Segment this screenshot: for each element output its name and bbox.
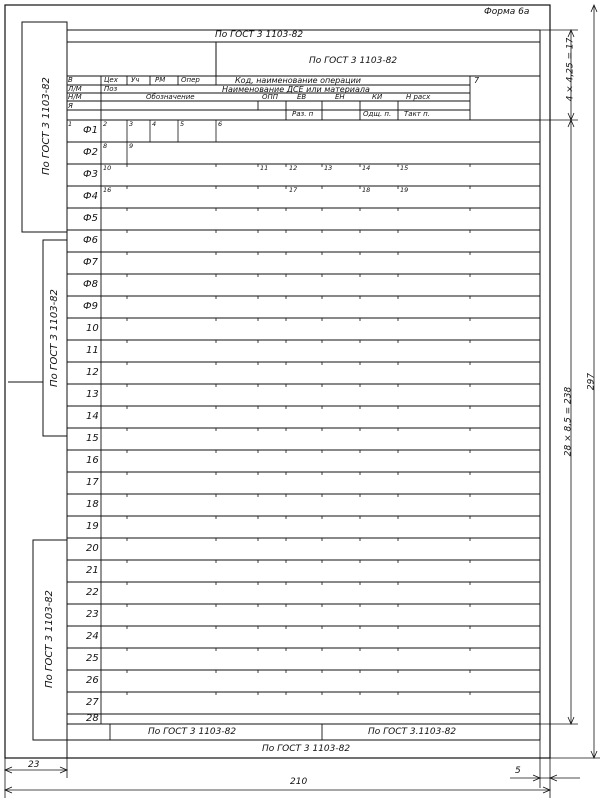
header-cell: ЕН — [335, 93, 345, 101]
row-label: 23 — [86, 609, 99, 620]
header-cell: Н расх — [406, 93, 431, 101]
cell-number: 17 — [289, 186, 298, 194]
row-label: 18 — [86, 499, 99, 510]
cell-number: 11 — [260, 164, 269, 172]
row-label: 17 — [86, 477, 99, 488]
cell-number: 6 — [218, 120, 223, 128]
header-cell: РМ — [155, 76, 166, 84]
header-cell: Цех — [104, 76, 118, 84]
row-label: 10 — [86, 323, 99, 334]
header-cell: Обозначение — [146, 93, 195, 101]
row-label: 26 — [86, 675, 99, 686]
cell-number: 4 — [152, 120, 157, 128]
header-title: Код, наименование операции — [235, 76, 361, 85]
cell-number: 16 — [103, 186, 112, 194]
code-lm: Л/М — [68, 85, 82, 93]
row-label: 21 — [86, 565, 99, 576]
cell-number: 1 — [68, 120, 73, 128]
code-nm: Н/М — [68, 93, 82, 101]
header-cell: Одщ. п. — [363, 110, 392, 118]
cell-number: 18 — [362, 186, 371, 194]
gost-stamp-middle: По ГОСТ 3 1103-82 — [49, 289, 60, 387]
row-label: 11 — [86, 345, 99, 356]
row-label: 14 — [86, 411, 99, 422]
code-ya: Я — [68, 102, 73, 110]
cell-number: 5 — [180, 120, 185, 128]
header-extra: 7 — [474, 76, 480, 85]
row-label: 28 — [86, 713, 99, 724]
cell-number: 10 — [103, 164, 112, 172]
dim-top: 4 × 4,25 = 17 — [565, 37, 576, 102]
tick-marks — [127, 164, 470, 714]
gost-footer-bottom: По ГОСТ 3 1103-82 — [262, 744, 351, 754]
dim-left: 23 — [28, 760, 40, 770]
gost-title-block: По ГОСТ 3 1103-82 — [309, 56, 398, 66]
header-cell: Поз — [104, 85, 118, 93]
cell-number: 12 — [289, 164, 298, 172]
gost-footer-right: По ГОСТ 3.1103-82 — [368, 727, 457, 737]
header-cell: Раз. п — [292, 110, 314, 118]
row-label: 16 — [86, 455, 99, 466]
header-cell: Уч — [131, 76, 140, 84]
row-label: 12 — [86, 367, 99, 378]
cell-number: 15 — [400, 164, 409, 172]
cell-number: 19 — [400, 186, 409, 194]
form-label: Форма 6а — [484, 7, 530, 17]
row-label: Ф3 — [83, 169, 98, 180]
row-label: Ф4 — [83, 191, 98, 202]
cell-number: 8 — [103, 142, 108, 150]
cell-number: 9 — [129, 142, 134, 150]
dim-right: 5 — [515, 766, 521, 776]
row-label: Ф2 — [83, 147, 98, 158]
row-lines — [67, 142, 540, 724]
cell-number: 3 — [129, 120, 134, 128]
gost-top: По ГОСТ 3 1103-82 — [215, 30, 304, 40]
row-label: Ф6 — [83, 235, 98, 246]
header-title: Наименование ДСЕ или материала — [222, 85, 370, 94]
row-label: 27 — [86, 697, 99, 708]
header-cell: КИ — [372, 93, 383, 101]
row-label: 19 — [86, 521, 99, 532]
gost-footer-left: По ГОСТ 3 1103-82 — [148, 727, 237, 737]
row-label: Ф7 — [83, 257, 98, 268]
header-cell: ОПП — [262, 93, 279, 101]
cell-number: 13 — [324, 164, 333, 172]
row-label: 20 — [86, 543, 99, 554]
row-label: Ф8 — [83, 279, 98, 290]
code-v: В — [68, 76, 73, 84]
row-label: 13 — [86, 389, 99, 400]
header-cell: ЕВ — [297, 93, 307, 101]
gost-stamp-top: По ГОСТ 3 1103-82 — [41, 77, 52, 175]
page-frame — [5, 5, 550, 758]
dim-width: 210 — [290, 777, 308, 787]
row-label: Ф9 — [83, 301, 98, 312]
cell-number: 14 — [362, 164, 371, 172]
row-label: 15 — [86, 433, 99, 444]
gost-stamp-bottom: По ГОСТ 3 1103-82 — [44, 590, 55, 688]
row-label: 25 — [86, 653, 99, 664]
header-cell: Опер — [181, 76, 200, 84]
row-label: Ф5 — [83, 213, 98, 224]
row-label: 24 — [86, 631, 99, 642]
dim-height: 297 — [586, 372, 597, 391]
cell-number: 2 — [103, 120, 108, 128]
row-label: Ф1 — [83, 125, 98, 136]
row-label: 22 — [86, 587, 99, 598]
header-cell: Такт п. — [404, 110, 430, 118]
dim-rows: 28 × 8,5 = 238 — [563, 386, 574, 457]
